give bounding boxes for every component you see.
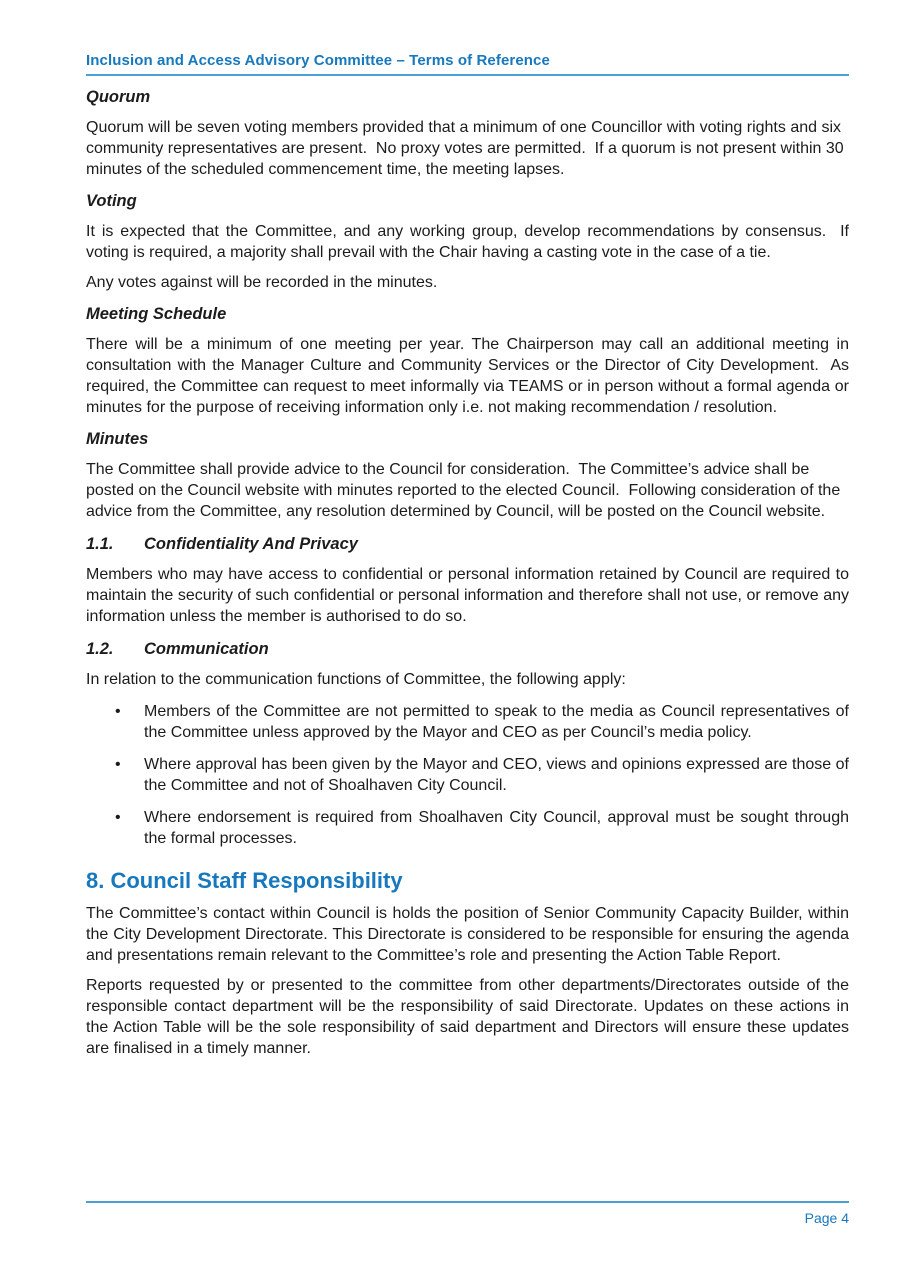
section-heading-council-staff-responsibility: 8. Council Staff Responsibility <box>86 868 403 893</box>
section-heading-communication <box>86 639 849 660</box>
page-content <box>86 52 854 1059</box>
paragraph-quorum: Quorum will be seven voting members provided that a minimum of one Councillor with voting rights and six community representatives are present. No proxy votes are permitted. If a quorum is not present within 30 minutes of the scheduled commencement time, the meeting lapses. <box>86 119 849 178</box>
paragraph-communication-intro: In relation to the communication functions of Committee, the following apply: <box>86 671 626 688</box>
document-footer <box>86 1201 849 1226</box>
heading-number: 1.2. <box>86 640 114 658</box>
page-number: Page 4 <box>804 1210 849 1226</box>
paragraph-minutes: The Committee shall provide advice to the Council for consideration. The Committee’s advice shall be posted on the Council website with minutes reported to the elected Council. Following consideration of the advice from the Committee, any resolution determined by Council, will be posted on the Council website. <box>86 461 845 520</box>
communication-bullet-list <box>86 701 854 849</box>
document-header-title: Inclusion and Access Advisory Committee – Terms of Reference <box>86 52 849 76</box>
heading-number: 1.1. <box>86 535 114 553</box>
bullet-item: • Where approval has been given by the Mayor and CEO, views and opinions expressed are those of the Committee and not of Shoalhaven City Council. <box>144 754 849 796</box>
paragraph-meeting-schedule: There will be a minimum of one meeting per year. The Chairperson may call an additional meeting in consultation with the Manager Culture and Community Services or the Director of City Development. As required, the Committee can request to meet informally via TEAMS or in person without a formal agenda or minutes for the purpose of receiving information only i.e. not making recommendation / resolution. <box>86 336 854 416</box>
heading-label: Confidentiality And Privacy <box>144 535 358 553</box>
heading-label: Communication <box>144 640 269 658</box>
bullet-item: • Members of the Committee are not permitted to speak to the media as Council representatives of the Committee unless approved by the Mayor and CEO as per Council’s media policy. <box>144 701 849 743</box>
section-heading-minutes: Minutes <box>86 430 149 448</box>
paragraph-council-staff-2: Reports requested by or presented to the committee from other departments/Directorates outside of the responsible contact department will be the responsibility of said Directorate. Updates on these actions in the Action Table will be the sole responsibility of said department and Directors will ensure these updates are finalised in a timely manner. <box>86 977 854 1057</box>
section-heading-confidentiality <box>86 534 849 555</box>
bullet-item: • Where endorsement is required from Shoalhaven City Council, approval must be sought through the formal processes. <box>144 807 849 849</box>
paragraph-voting-1: It is expected that the Committee, and any working group, develop recommendations by consensus. If voting is required, a majority shall prevail with the Chair having a casting vote in the case of a tie. <box>86 223 854 261</box>
section-heading-meeting-schedule: Meeting Schedule <box>86 305 227 323</box>
section-heading-voting: Voting <box>86 192 137 210</box>
paragraph-council-staff-1: The Committee’s contact within Council is holds the position of Senior Community Capacity Builder, within the City Development Directorate. This Directorate is considered to be responsible for ensuring the agenda and presentations remain relevant to the Committee’s role and presenting the Action Table Report. <box>86 905 854 964</box>
section-heading-quorum: Quorum <box>86 88 151 106</box>
paragraph-confidentiality: Members who may have access to confidential or personal information retained by Council are required to maintain the security of such confidential or personal information and therefore shall not use, or remove any information unless the member is authorised to do so. <box>86 566 854 625</box>
paragraph-voting-2: Any votes against will be recorded in the minutes. <box>86 274 438 291</box>
